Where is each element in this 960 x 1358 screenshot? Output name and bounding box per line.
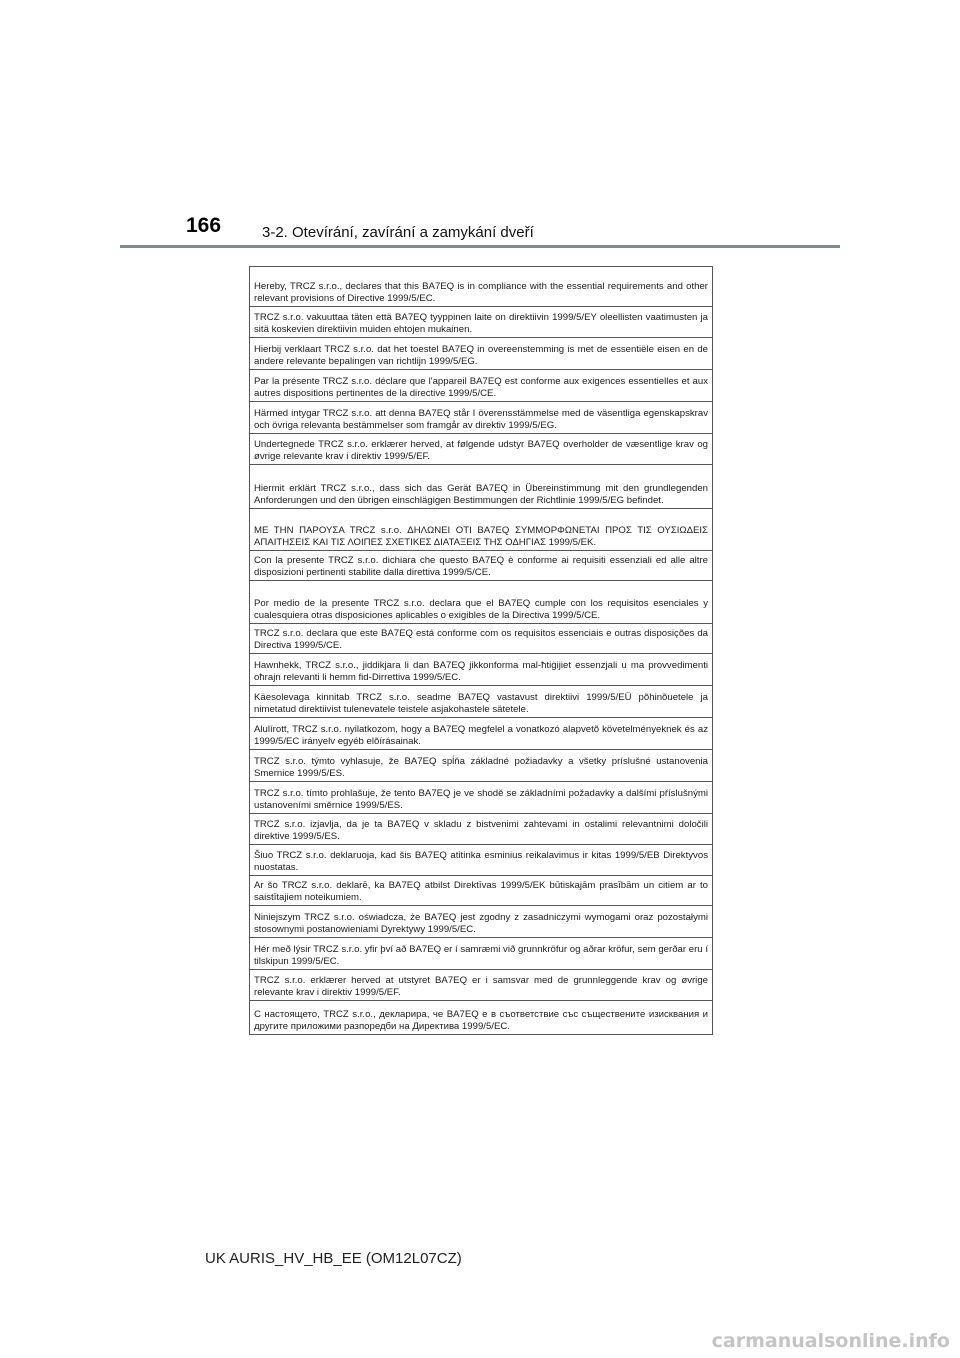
- declaration-text: TRCZ s.r.o. izjavlja, da je ta BA7EQ v skladu z bistvenimi zahtevami in ostalimi relevantnimi določili direktive 1999/5/ES.: [254, 818, 708, 842]
- declaration-text: Hierbij verklaart TRCZ s.r.o. dat het toestel BA7EQ in overeenstemming is met de essentiële eisen en de andere relevante bepalingen van richtlijn 1999/5/EG.: [254, 343, 708, 367]
- footer-model-code: UK AURIS_HV_HB_EE (OM12L07CZ): [205, 1250, 462, 1267]
- declaration-text: Niniejszym TRCZ s.r.o. oświadcza, że BA7EQ jest zgodny z zasadniczymi wymogami oraz pozostałymi stosownymi postanowieniami Dyrektywy 1999/5/EC.: [254, 911, 708, 935]
- declaration-text: Undertegnede TRCZ s.r.o. erklærer herved, at følgende udstyr BA7EQ overholder de væsentlige krav og øvrige relevante krav i direktiv 1999/5/EF.: [254, 438, 708, 462]
- declaration-text: TRCZ s.r.o. tímto prohlašuje, že tento BA7EQ je ve shodě se základními požadavky a dalšími příslušnými ustanoveními směrnice 1999/5/ES.: [254, 787, 708, 811]
- declaration-row: [250, 434, 712, 465]
- declaration-text: С настоящето, TRCZ s.r.o., декларира, че BA7EQ е в съответствие със съществените изисквания и другите приложими разпоредби на Директива 1999/5/EC.: [254, 1008, 708, 1032]
- declaration-row: [250, 686, 712, 718]
- declaration-row: [250, 402, 712, 434]
- section-title: 3-2. Otevírání, zavírání a zamykání dveří: [262, 224, 534, 241]
- declarations-table: [249, 266, 713, 1035]
- declaration-text: Con la presente TRCZ s.r.o. dichiara che questo BA7EQ è conforme ai requisiti essenziali ed alle altre disposizioni pertinenti stabilite dalla direttiva 1999/5/CE.: [254, 554, 708, 578]
- declaration-text: Alulírott, TRCZ s.r.o. nyilatkozom, hogy a BA7EQ megfelel a vonatkozó alapvetõ követelményeknek és az 1999/5/EC irányelv egyéb elõírásainak.: [254, 723, 708, 747]
- watermark: carmanualsonline.info: [711, 1330, 950, 1352]
- declaration-row: [250, 581, 712, 624]
- declaration-row: [250, 938, 712, 970]
- declaration-text: TRCZ s.r.o. declara que este BA7EQ está conforme com os requisitos essenciais e outras disposições da Directiva 1999/5/CE.: [254, 627, 708, 651]
- declaration-row: [250, 465, 712, 509]
- declaration-text: Hereby, TRCZ s.r.o., declares that this BA7EQ is in compliance with the essential requirements and other relevant provisions of Directive 1999/5/EC.: [254, 280, 708, 304]
- declaration-text: TRCZ s.r.o. erklærer herved at utstyret BA7EQ er i samsvar med de grunnleggende krav og øvrige relevante krav i direktiv 1999/5/EF.: [254, 974, 708, 998]
- declaration-row: [250, 370, 712, 402]
- declaration-row: [250, 814, 712, 845]
- declaration-row: [250, 509, 712, 551]
- declaration-row: [250, 876, 712, 906]
- declaration-row: [250, 338, 712, 370]
- declaration-text: Hawnhekk, TRCZ s.r.o., jiddikjara li dan BA7EQ jikkonforma mal-ħtiġijiet essenzjali u ma provvedimenti oħrajn relevanti li hemm fid-Dirrettiva 1999/5/EC.: [254, 659, 708, 683]
- declaration-text: Por medio de la presente TRCZ s.r.o. declara que el BA7EQ cumple con los requisitos esenciales y cualesquiera otras disposiciones aplicables o exigibles de la Directiva 1999/5/CE.: [254, 597, 708, 621]
- declaration-text: TRCZ s.r.o. týmto vyhlasuje, že BA7EQ spĺňa základné požiadavky a všetky príslušné ustanovenia Smernice 1999/5/ES.: [254, 755, 708, 779]
- declaration-row: [250, 750, 712, 782]
- declaration-row: [250, 970, 712, 1001]
- declaration-row: [250, 906, 712, 938]
- declaration-row: [250, 551, 712, 581]
- declaration-row: [250, 307, 712, 338]
- declaration-row: [250, 267, 712, 307]
- declaration-text: Hér með lýsir TRCZ s.r.o. yfir því að BA7EQ er í samræmi við grunnkröfur og aðrar kröfur, sem gerðar eru í tilskipun 1999/5/EC.: [254, 943, 708, 967]
- header-rule: [120, 245, 840, 248]
- declaration-text: Käesolevaga kinnitab TRCZ s.r.o. seadme BA7EQ vastavust direktiivi 1999/5/EÜ põhinõuetele ja nimetatud direktiivist tulenevatele teistele asjakohastele sätetele.: [254, 691, 708, 715]
- declaration-row: [250, 845, 712, 876]
- declaration-text: ΜΕ ΤΗΝ ΠΑΡΟΥΣΑ TRCZ s.r.o. ΔΗΛΩΝΕΙ ΟΤΙ BA7EQ ΣΥΜΜΟΡΦΩΝΕΤΑΙ ΠΡΟΣ ΤΙΣ ΟΥΣΙΩΔΕΙΣ ΑΠΑΙΤΗΣΕΙΣ ΚΑΙ ΤΙΣ ΛΟΙΠΕΣ ΣΧΕΤΙΚΕΣ ΔΙΑΤΑΞΕΙΣ ΤΗΣ ΟΔΗΓΙΑΣ 1999/5/ΕΚ.: [254, 524, 708, 548]
- declaration-row: [250, 654, 712, 686]
- declaration-row: [250, 782, 712, 814]
- declaration-text: TRCZ s.r.o. vakuuttaa täten että BA7EQ tyyppinen laite on direktiivin 1999/5/EY oleellisten vaatimusten ja sitä koskevien direktiivin muiden ehtojen mukainen.: [254, 311, 708, 335]
- declaration-text: Par la présente TRCZ s.r.o. déclare que l'appareil BA7EQ est conforme aux exigences essentielles et aux autres dispositions pertinentes de la directive 1999/5/CE.: [254, 375, 708, 399]
- declaration-row: [250, 718, 712, 750]
- declaration-text: Ar šo TRCZ s.r.o. deklarē, ka BA7EQ atbilst Direktīvas 1999/5/EK būtiskajām prasībām un citiem ar to saistītajiem noteikumiem.: [254, 879, 708, 903]
- declaration-row: [250, 1001, 712, 1035]
- declaration-text: Šiuo TRCZ s.r.o. deklaruoja, kad šis BA7EQ atitinka esminius reikalavimus ir kitas 1999/5/EB Direktyvos nuostatas.: [254, 849, 708, 873]
- declaration-text: Härmed intygar TRCZ s.r.o. att denna BA7EQ står I överensstämmelse med de väsentliga egenskapskrav och övriga relevanta bestämmelser som framgår av direktiv 1999/5/EG.: [254, 407, 708, 431]
- declaration-row: [250, 624, 712, 654]
- declaration-text: Hiermit erklärt TRCZ s.r.o., dass sich das Gerät BA7EQ in Übereinstimmung mit den grundlegenden Anforderungen und den übrigen einschlägigen Bestimmungen der Richtlinie 1999/5/EG befindet.: [254, 482, 708, 506]
- page-number: 166: [186, 214, 222, 237]
